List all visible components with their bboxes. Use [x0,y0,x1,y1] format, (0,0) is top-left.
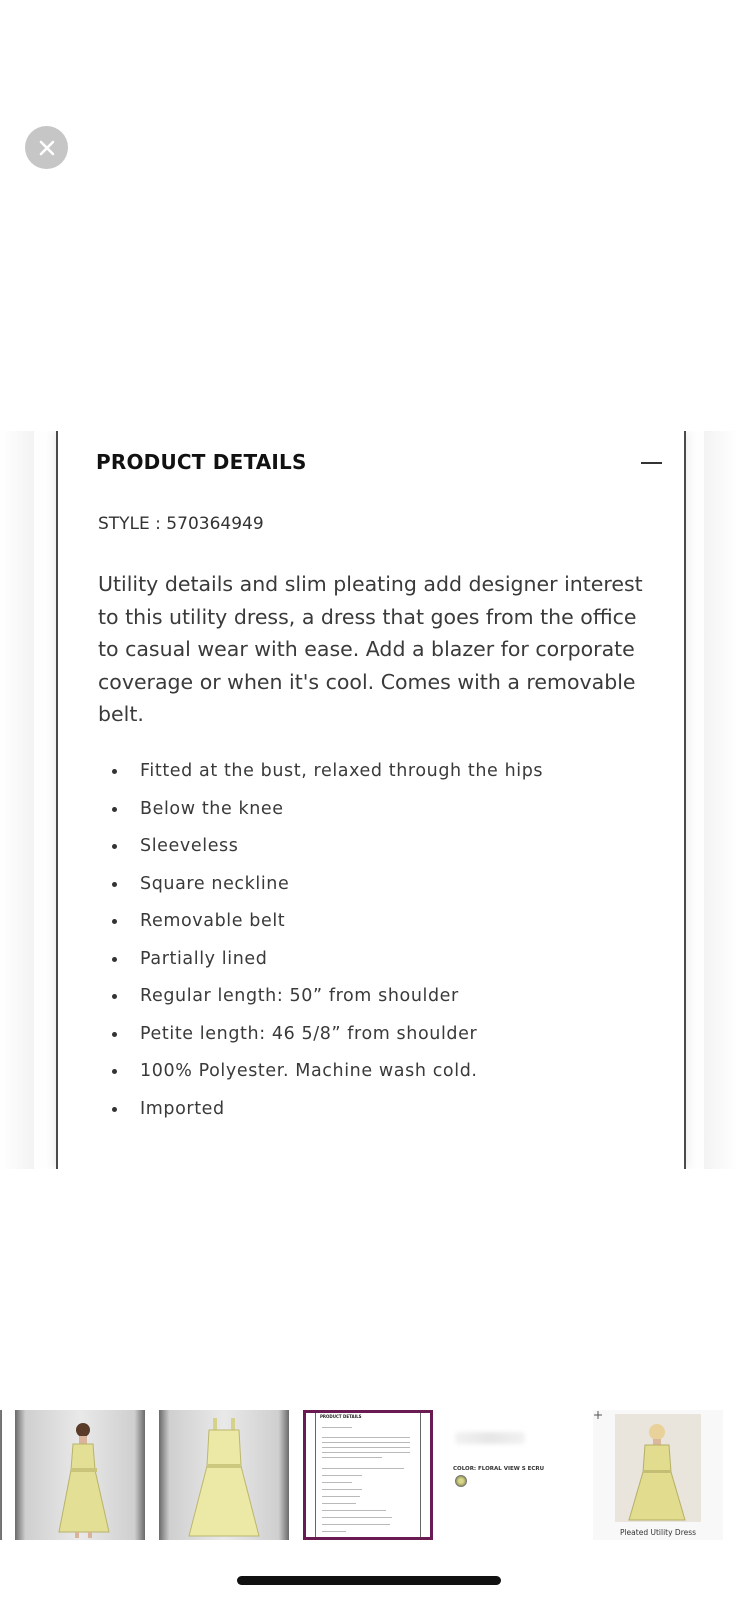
image-edge-left [0,431,34,1169]
feature-item: Sleeveless [98,835,658,873]
model-front-image [593,1410,723,1540]
mini-details-card [315,1413,421,1537]
feature-item: Petite length: 46 5/8” from shoulder [98,1023,658,1061]
feature-item: Partially lined [98,948,658,986]
color-swatch-icon [455,1475,467,1487]
thumbnail-product-card[interactable] [593,1410,723,1540]
feature-item: Fitted at the bust, relaxed through the hips [98,760,658,798]
color-label: COLOR: FLORAL VIEW S ECRU [453,1466,545,1472]
product-caption: Pleated Utility Dress [619,1528,697,1537]
blurred-heading [455,1432,525,1444]
home-indicator[interactable] [237,1576,501,1585]
product-description: Utility details and slim pleating add designer interest to this utility dress, a dress that goes from the office to casual wear with ease. Add a blazer for corporate coverage or when it's cool. Comes with a removable belt. [98,572,643,726]
product-details-title: PRODUCT DETAILS [96,450,307,474]
dress-back-image [15,1410,145,1540]
plus-icon [593,1410,603,1420]
style-number: STYLE : 570364949 [98,514,264,534]
close-button[interactable] [25,126,68,169]
dress-flat-image [159,1410,289,1540]
feature-item: Regular length: 50” from shoulder [98,985,658,1023]
collapse-minus-icon [641,462,662,464]
thumbnail-partial-left[interactable] [0,1410,2,1540]
thumbnail-product-details[interactable] [303,1410,433,1540]
product-details-card [56,431,686,1169]
image-edge-right [704,431,738,1169]
thumbnail-strip [0,1410,738,1542]
mini-details-title: PRODUCT DETAILS [320,1414,362,1419]
close-icon [37,138,57,158]
feature-item: Below the knee [98,798,658,836]
feature-item: Imported [98,1098,658,1136]
feature-item: Square neckline [98,873,658,911]
thumbnail-flat-view[interactable] [159,1410,289,1540]
thumbnail-color-view[interactable] [447,1410,577,1540]
feature-list [98,760,658,1135]
zoomed-product-image[interactable] [0,431,738,1169]
thumbnail-back-view[interactable] [15,1410,145,1540]
feature-item: 100% Polyester. Machine wash cold. [98,1060,658,1098]
feature-item: Removable belt [98,910,658,948]
